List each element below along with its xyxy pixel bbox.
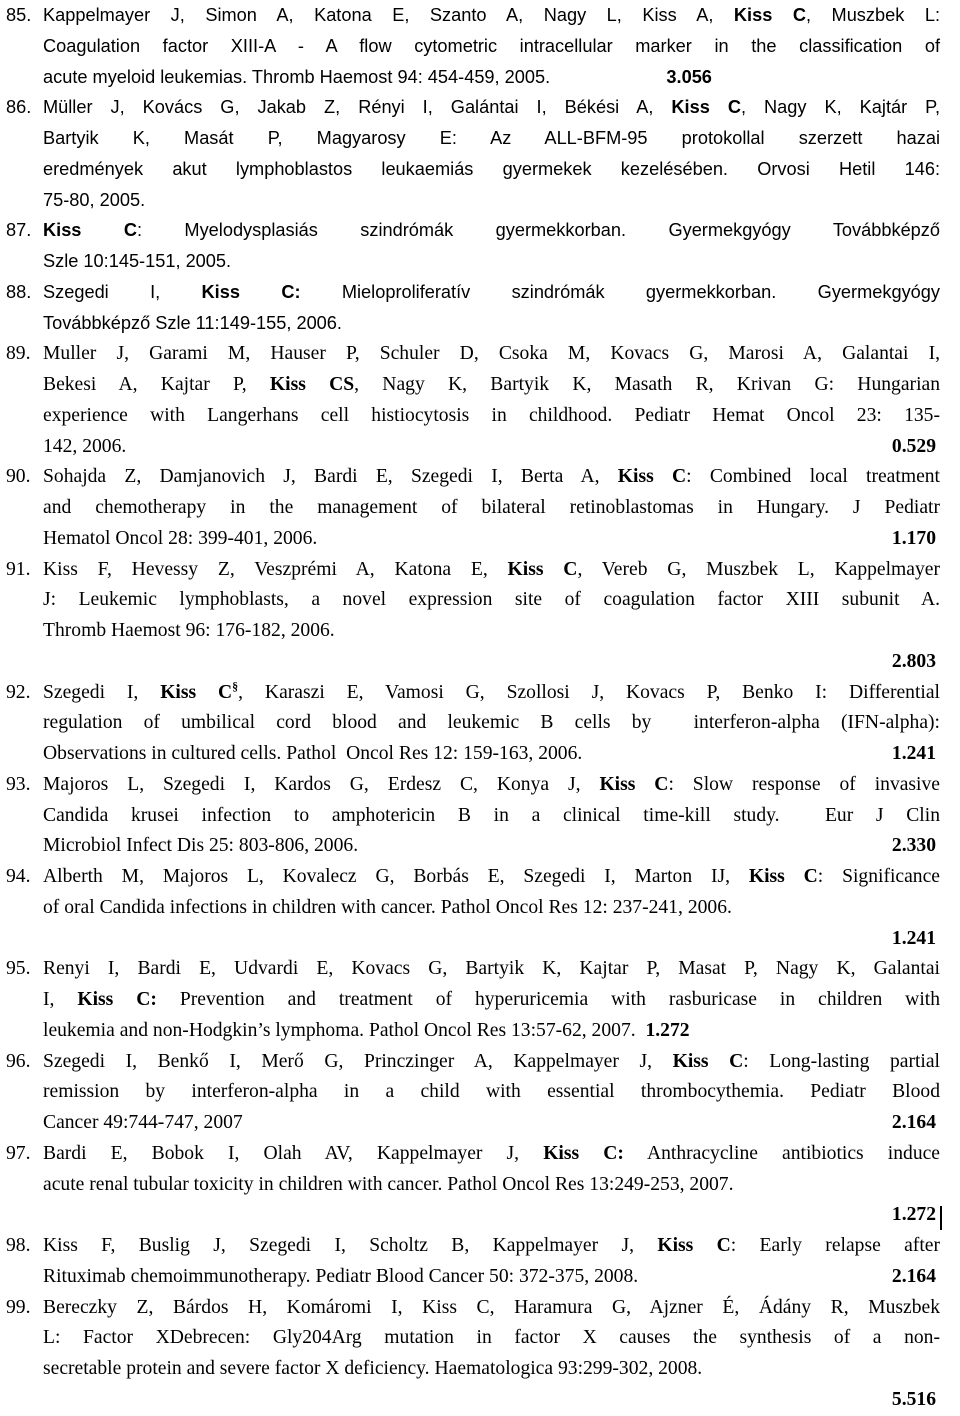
reference-line <box>0 154 960 185</box>
reference-text: remission by interferon-alpha in a child with essential thrombocythemia. Pediatr Blood <box>43 1081 940 1103</box>
reference-text: Továbbképző Szle 11:149-155, 2006. <box>43 312 342 333</box>
reference-text: Muller J, Garami M, Hauser P, Schuler D, Csoka M, Kovacs G, Marosi A, Galantai I, <box>43 343 940 365</box>
reference-entry-start <box>0 1138 960 1169</box>
reference-number: 96. <box>6 1050 31 1072</box>
impact-factor: 1.241 <box>891 927 936 949</box>
reference-text: leukemia and non-Hodgkin’s lymphoma. Pathol Oncol Res 13:57-62, 2007. 1.272 <box>43 1019 690 1041</box>
reference-number: 98. <box>6 1235 31 1256</box>
reference-line <box>0 308 960 339</box>
reference-entry-start <box>0 769 960 800</box>
reference-line <box>0 523 960 554</box>
reference-entry-start <box>0 92 960 123</box>
reference-text: Kappelmayer J, Simon A, Katona E, Szanto A, Nagy L, Kiss A, Kiss C, Muszbek L: <box>43 5 940 25</box>
impact-factor: 2.330 <box>891 835 936 857</box>
reference-line <box>0 1353 960 1384</box>
reference-text: Thromb Haemost 96: 176-182, 2006. <box>43 620 335 641</box>
reference-line <box>0 1076 960 1107</box>
reference-text: Observations in cultured cells. Pathol Oncol Res 12: 159-163, 2006. <box>43 743 583 764</box>
reference-text: Bartyik K, Masát P, Magyarosy E: Az ALL-BFM-95 protokollal szerzett hazai <box>43 128 940 148</box>
reference-text: experience with Langerhans cell histiocytosis in childhood. Pediatr Hemat Oncol 23: 135- <box>43 404 940 426</box>
reference-entry-start <box>0 277 960 308</box>
reference-line <box>0 1261 960 1292</box>
reference-text: acute renal tubular toxicity in children with cancer. Pathol Oncol Res 13:249-253, 2007. <box>43 1173 734 1195</box>
reference-text: Bereczky Z, Bárdos H, Komáromi I, Kiss C, Haramura G, Ajzner É, Ádány R, Muszbek <box>43 1296 940 1318</box>
reference-text: Sohajda Z, Damjanovich J, Bardi E, Szegedi I, Berta A, Kiss C: Combined local treatment <box>43 466 941 488</box>
reference-text: Cancer 49:744-747, 2007 <box>43 1112 243 1133</box>
reference-line <box>0 830 960 861</box>
reference-line <box>0 615 960 646</box>
reference-text: 142, 2006. <box>43 435 127 457</box>
reference-text: Majoros L, Szegedi I, Kardos G, Erdesz C, Konya J, Kiss C: Slow response of invasive <box>43 773 940 795</box>
reference-text: Kiss C: Myelodysplasiás szindrómák gyermekkorban. Gyermekgyógy Továbbképző <box>43 220 941 241</box>
reference-line <box>0 369 960 400</box>
reference-number: 89. <box>6 343 31 365</box>
reference-text: Coagulation factor XIII-A - A flow cytometric intracellular marker in the classification of <box>43 35 940 56</box>
reference-text: eredmények akut lymphoblastos leukaemiás gyermekek kezelésében. Orvosi Hetil 146: <box>43 158 940 179</box>
reference-text: Kiss F, Buslig J, Szegedi I, Scholtz B, Kappelmayer J, Kiss C: Early relapse after <box>43 1235 941 1256</box>
reference-line <box>0 892 960 923</box>
reference-number: 95. <box>6 958 31 980</box>
reference-text: I, Kiss C: Prevention and treatment of hyperuricemia with rasburicase in children with <box>43 989 941 1010</box>
reference-entry-start <box>0 0 960 31</box>
reference-line <box>0 738 960 769</box>
reference-text: Hematol Oncol 28: 399-401, 2006. <box>43 527 318 549</box>
reference-entry-start <box>0 953 960 984</box>
reference-line <box>0 800 960 831</box>
reference-number: 87. <box>6 220 32 241</box>
reference-line <box>0 1322 960 1353</box>
impact-factor: 1.170 <box>891 527 936 549</box>
reference-text: Bekesi A, Kajtar P, Kiss CS, Nagy K, Bartyik K, Masath R, Krivan G: Hungarian <box>43 374 941 395</box>
reference-number: 92. <box>6 681 31 703</box>
reference-text: J: Leukemic lymphoblasts, a novel expression site of coagulation factor XIII subunit A. <box>43 589 940 611</box>
reference-text: secretable protein and severe factor X deficiency. Haematologica 93:299-302, 2008. <box>43 1358 703 1379</box>
reference-number: 93. <box>6 773 31 795</box>
reference-line <box>0 123 960 154</box>
reference-line <box>0 431 960 462</box>
reference-text: Szle 10:145-151, 2005. <box>43 251 232 271</box>
reference-entry-start <box>0 1046 960 1077</box>
impact-factor: 1.272 <box>891 1204 936 1226</box>
reference-line <box>0 492 960 523</box>
reference-number: 99. <box>6 1296 31 1318</box>
reference-line <box>0 1015 960 1046</box>
reference-number: 86. <box>6 97 32 118</box>
reference-line <box>0 646 960 677</box>
impact-factor: 2.164 <box>891 1112 936 1133</box>
reference-text: Microbiol Infect Dis 25: 803-806, 2006. <box>43 835 359 857</box>
reference-entry-start <box>0 1230 960 1261</box>
reference-number: 91. <box>6 558 31 580</box>
reference-entry-start <box>0 861 960 892</box>
reference-entry-start <box>0 461 960 492</box>
reference-line <box>0 246 960 277</box>
reference-text: L: Factor XDebrecen: Gly204Arg mutation in factor X causes the synthesis of a non- <box>43 1327 940 1349</box>
reference-text: Alberth M, Majoros L, Kovalecz G, Borbás E, Szegedi I, Marton IJ, Kiss C: Significance <box>43 866 940 887</box>
reference-line <box>0 400 960 431</box>
reference-line <box>0 707 960 738</box>
reference-line <box>0 31 960 62</box>
reference-number: 85. <box>6 5 32 25</box>
reference-entry-start <box>0 1292 960 1323</box>
reference-text: Candida krusei infection to amphotericin B in a clinical time-kill study. Eur J Clin <box>43 804 940 826</box>
revision-marker <box>940 1206 942 1230</box>
reference-line <box>0 1384 960 1415</box>
reference-number: 94. <box>6 866 31 887</box>
reference-text: Rituximab chemoimmunotherapy. Pediatr Blood Cancer 50: 372-375, 2008. <box>43 1265 639 1287</box>
reference-line <box>0 62 960 93</box>
reference-line <box>0 923 960 954</box>
reference-line <box>0 984 960 1015</box>
reference-number: 88. <box>6 281 32 302</box>
reference-text: Szegedi I, Benkő I, Merő G, Princzinger A, Kappelmayer J, Kiss C: Long-lasting partial <box>43 1050 940 1072</box>
impact-factor: 5.516 <box>891 1388 936 1410</box>
reference-line <box>0 185 960 216</box>
impact-factor: 1.241 <box>891 743 936 764</box>
reference-line <box>0 1107 960 1138</box>
reference-entry-start <box>0 677 960 708</box>
reference-text: Szegedi I, Kiss C§, Karaszi E, Vamosi G, Szollosi J, Kovacs P, Benko I: Differential <box>43 678 941 703</box>
reference-text: Bardi E, Bobok I, Olah AV, Kappelmayer J, Kiss C: Anthracycline antibiotics induce <box>43 1142 941 1164</box>
reference-entry-start <box>0 215 960 246</box>
reference-number: 97. <box>6 1142 31 1164</box>
reference-entry-start <box>0 338 960 369</box>
reference-text: Müller J, Kovács G, Jakab Z, Rényi I, Galántai I, Békési A, Kiss C, Nagy K, Kajtár P, <box>43 97 941 118</box>
impact-factor: 0.529 <box>891 435 936 457</box>
impact-factor: 2.164 <box>891 1265 936 1287</box>
reference-text: Renyi I, Bardi E, Udvardi E, Kovacs G, Bartyik K, Kajtar P, Masat P, Nagy K, Galantai <box>43 958 940 980</box>
reference-text: Szegedi I, Kiss C: Mieloproliferatív szindrómák gyermekkorban. Gyermekgyógy <box>43 281 940 302</box>
reference-text: of oral Candida infections in children with cancer. Pathol Oncol Res 12: 237-241, 2006. <box>43 896 732 918</box>
reference-line <box>0 1169 960 1200</box>
reference-number: 90. <box>6 466 31 488</box>
reference-text: 75-80, 2005. <box>43 189 146 210</box>
reference-line <box>0 584 960 615</box>
reference-text: acute myeloid leukemias. Thromb Haemost 94: 454-459, 2005. 3.056 <box>43 66 712 87</box>
reference-text: regulation of umbilical cord blood and leukemic B cells by interferon-alpha (IFN-alpha): <box>43 712 940 734</box>
reference-text: and chemotherapy in the management of bilateral retinoblastomas in Hungary. J Pediatr <box>43 497 940 518</box>
reference-line <box>0 1199 960 1230</box>
reference-text: Kiss F, Hevessy Z, Veszprémi A, Katona E, Kiss C, Vereb G, Muszbek L, Kappelmayer <box>43 558 941 580</box>
reference-entry-start <box>0 554 960 585</box>
impact-factor: 2.803 <box>891 650 936 672</box>
